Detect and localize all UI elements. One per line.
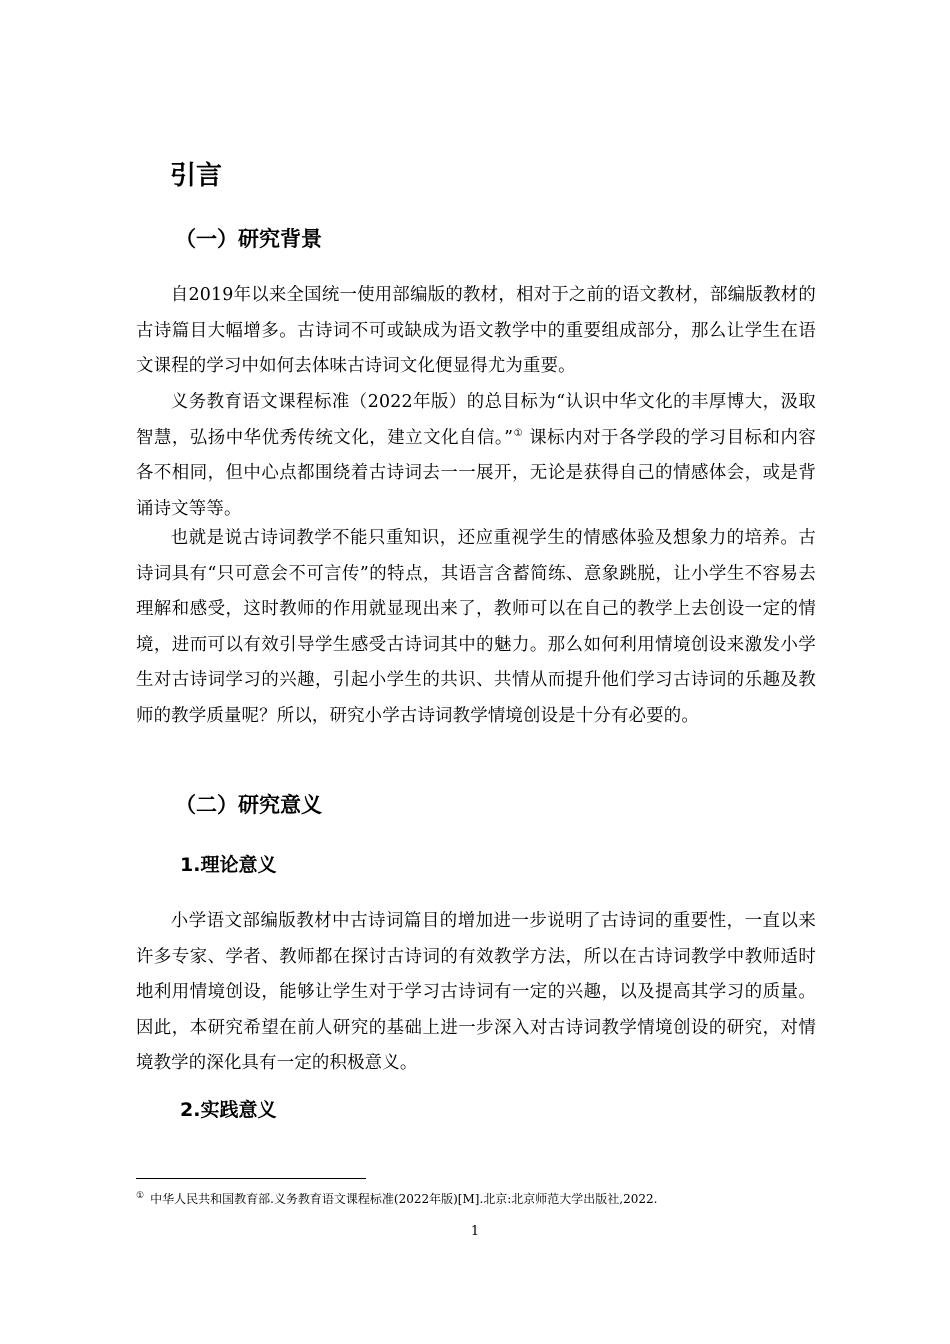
paragraph-background-2 (136, 385, 816, 527)
footnote-divider (136, 1178, 366, 1179)
footnote-reference: ① (513, 427, 524, 439)
paragraph-background-3: 也就是说古诗词教学不能只重知识，还应重视学生的情感体验及想象力的培养。古诗词具有“只可意会不可言传”的特点，其语言含蓄简练、意象跳脱，让小学生不容易去理解和感受，这时教师的作用就显现出来了，教师可以在自己的教学上去创设一定的情境，进而可以有效引导学生感受古诗词其中的魅力。那么如何利用情境创设来激发小学生对古诗词学习的兴趣，引起小学生的共识、共情从而提升他们学习古诗词的乐趣及教师的教学质量呢？所以，研究小学古诗词教学情境创设是十分有必要的。 (136, 528, 816, 726)
chapter-title: 引言 (170, 161, 223, 191)
footnote (136, 1186, 657, 1209)
subsection-heading-theory: 1.理论意义 (180, 854, 277, 876)
section-heading-background: （一）研究背景 (175, 227, 322, 251)
subsection-heading-practice: 2.实践意义 (180, 1099, 277, 1121)
paragraph-background-1: 自2019年以来全国统一使用部编版的教材，相对于之前的语文教材，部编版教材的古诗篇目大幅增多。古诗词不可或缺成为语文教学中的重要组成部分，那么让学生在语文课程的学习中如何去体味古诗词文化便显得尤为重要。 (136, 285, 816, 377)
page-number: 1 (470, 1224, 480, 1239)
paragraph-text: 课标内对于各学段的学习目标和内容各不相同，但中心点都围绕着古诗词去一一展开，无论是获得自己的情感体会，或是背诵诗文等等。 (136, 427, 816, 519)
section-heading-significance: （二）研究意义 (175, 793, 322, 817)
footnote-mark: ① (136, 1191, 145, 1201)
paragraph-text: 义务教育语文课程标准（2022年版）的总目标为“认识中华文化的丰厚博大，汲取智慧，弘扬中华优秀传统文化，建立文化自信。” (136, 392, 816, 448)
footnote-text: 中华人民共和国教育部.义务教育语文课程标准(2022年版)[M].北京:北京师范大学出版社,2022. (150, 1192, 658, 1206)
paragraph-theory: 小学语文部编版教材中古诗词篇目的增加进一步说明了古诗词的重要性，一直以来许多专家、学者、教师都在探讨古诗词的有效教学方法，所以在古诗词教学中教师适时地利用情境创设，能够让学生对于学习古诗词有一定的兴趣，以及提高其学习的质量。因此，本研究希望在前人研究的基础上进一步深入对古诗词教学情境创设的研究，对情境教学的深化具有一定的积极意义。 (136, 911, 816, 1074)
